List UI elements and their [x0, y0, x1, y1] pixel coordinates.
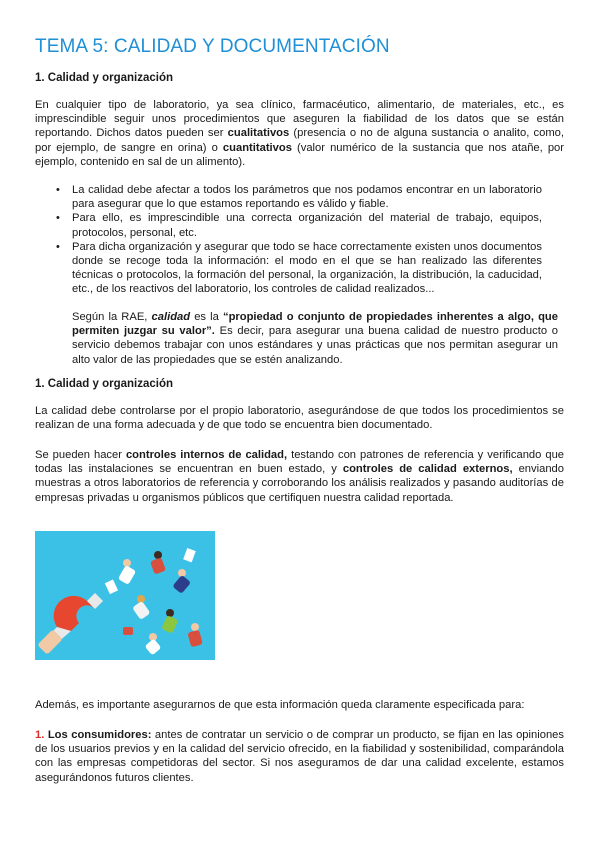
rae-definition-paragraph — [72, 310, 558, 367]
bold-italic-term: calidad — [151, 311, 191, 323]
text-run: enviando muestras a otros laboratorios de referencia y corroborando los análisis realizados y pasando auditorías de empresas privadas u organismos públicos que certifiquen nuestra calidad reportada. — [35, 463, 564, 504]
text-run: testando con patrones de referencia y verificando que todas las instalaciones se encuentran en buen estado, y — [35, 449, 565, 476]
magnet-customers-illustration — [35, 531, 215, 660]
text-run: es la — [190, 311, 223, 323]
bullet-list — [56, 183, 542, 297]
text-run: En cualquier tipo de laboratorio, ya sea clínico, farmacéutico, alimentario, de materiales, etc., es imprescindible seguir unos procedimientos que aseguren la fiabilidad de los datos que se están reportando. Dichos datos pueden ser — [35, 99, 564, 140]
bold-term: controles internos de calidad, — [125, 449, 288, 461]
bold-term: cualitativos — [227, 127, 290, 140]
text-run: Es decir, para asegurar una buena calidad de nuestro producto o servicio debemos trabajar con unos estándares y unas prácticas que nos permitan asegurar un alto valor de las propiedades que se estén analizando. — [72, 325, 559, 366]
quality-control-paragraph: La calidad debe controlarse por el propio laboratorio, asegurándose de que todos los procedimientos se realizan de una forma adecuada y de que todo se encuentra bien documentado. — [35, 405, 564, 432]
text-run: antes de contratar un servicio o de comprar un producto, se fijan en las opiniones de los usuarios previos y en la calidad del servicio ofrecido, en la fiabilidad y sostenibilidad, comparándola con las empresas competidoras del sector. Si nos aseguramos de dar una calidad excelente, estamos asegurándonos futuros clientes. — [35, 729, 564, 784]
bold-term: controles de calidad externos, — [342, 463, 513, 476]
bold-term: cuantitativos — [222, 141, 292, 154]
page-title: TEMA 5: CALIDAD Y DOCUMENTACIÓN — [35, 36, 390, 57]
text-run: (presencia o no de alguna sustancia o analito, como, por ejemplo, de sangre en orina) o — [35, 127, 564, 154]
list-item: • Para dicha organización y asegurar que todo se hace correctamente existen unos documentos donde se recoge toda la información: el modo en el que se han realizado las diferentes técnicas o protocolos, la formación del personal, la organización, la distribución, la caducidad, etc., de los reactivos del laboratorio, los controles de calidad realizados... — [72, 240, 542, 297]
text-run: (valor numérico de la sustancia que nos atañe, por ejemplo, contenido en sal de un alimento). — [35, 141, 564, 168]
consumers-paragraph — [35, 728, 564, 785]
section-heading: 1. Calidad y organización — [35, 72, 174, 84]
text-run: Según la RAE, — [72, 311, 152, 323]
intro-paragraph — [35, 98, 564, 169]
list-item: • La calidad debe afectar a todos los parámetros que nos podamos encontrar en un laboratorio para asegurar que lo que estamos reportando es válido y fiable. — [72, 183, 542, 211]
definition-quote: “propiedad o conjunto de propiedades inherentes a algo, que permiten juzgar su valor”. — [72, 311, 558, 338]
controls-paragraph — [35, 448, 564, 505]
importance-paragraph: Además, es importante asegurarnos de que esta información queda claramente especificada para: — [35, 699, 525, 711]
text-run: Se pueden hacer — [35, 449, 126, 461]
list-number: 1. — [35, 729, 45, 741]
list-item: • Para ello, es imprescindible una correcta organización del material de trabajo, equipos, protocolos, personal, etc. — [72, 211, 542, 239]
section-heading: 1. Calidad y organización — [35, 378, 174, 390]
bold-term: Los consumidores: — [44, 729, 152, 741]
